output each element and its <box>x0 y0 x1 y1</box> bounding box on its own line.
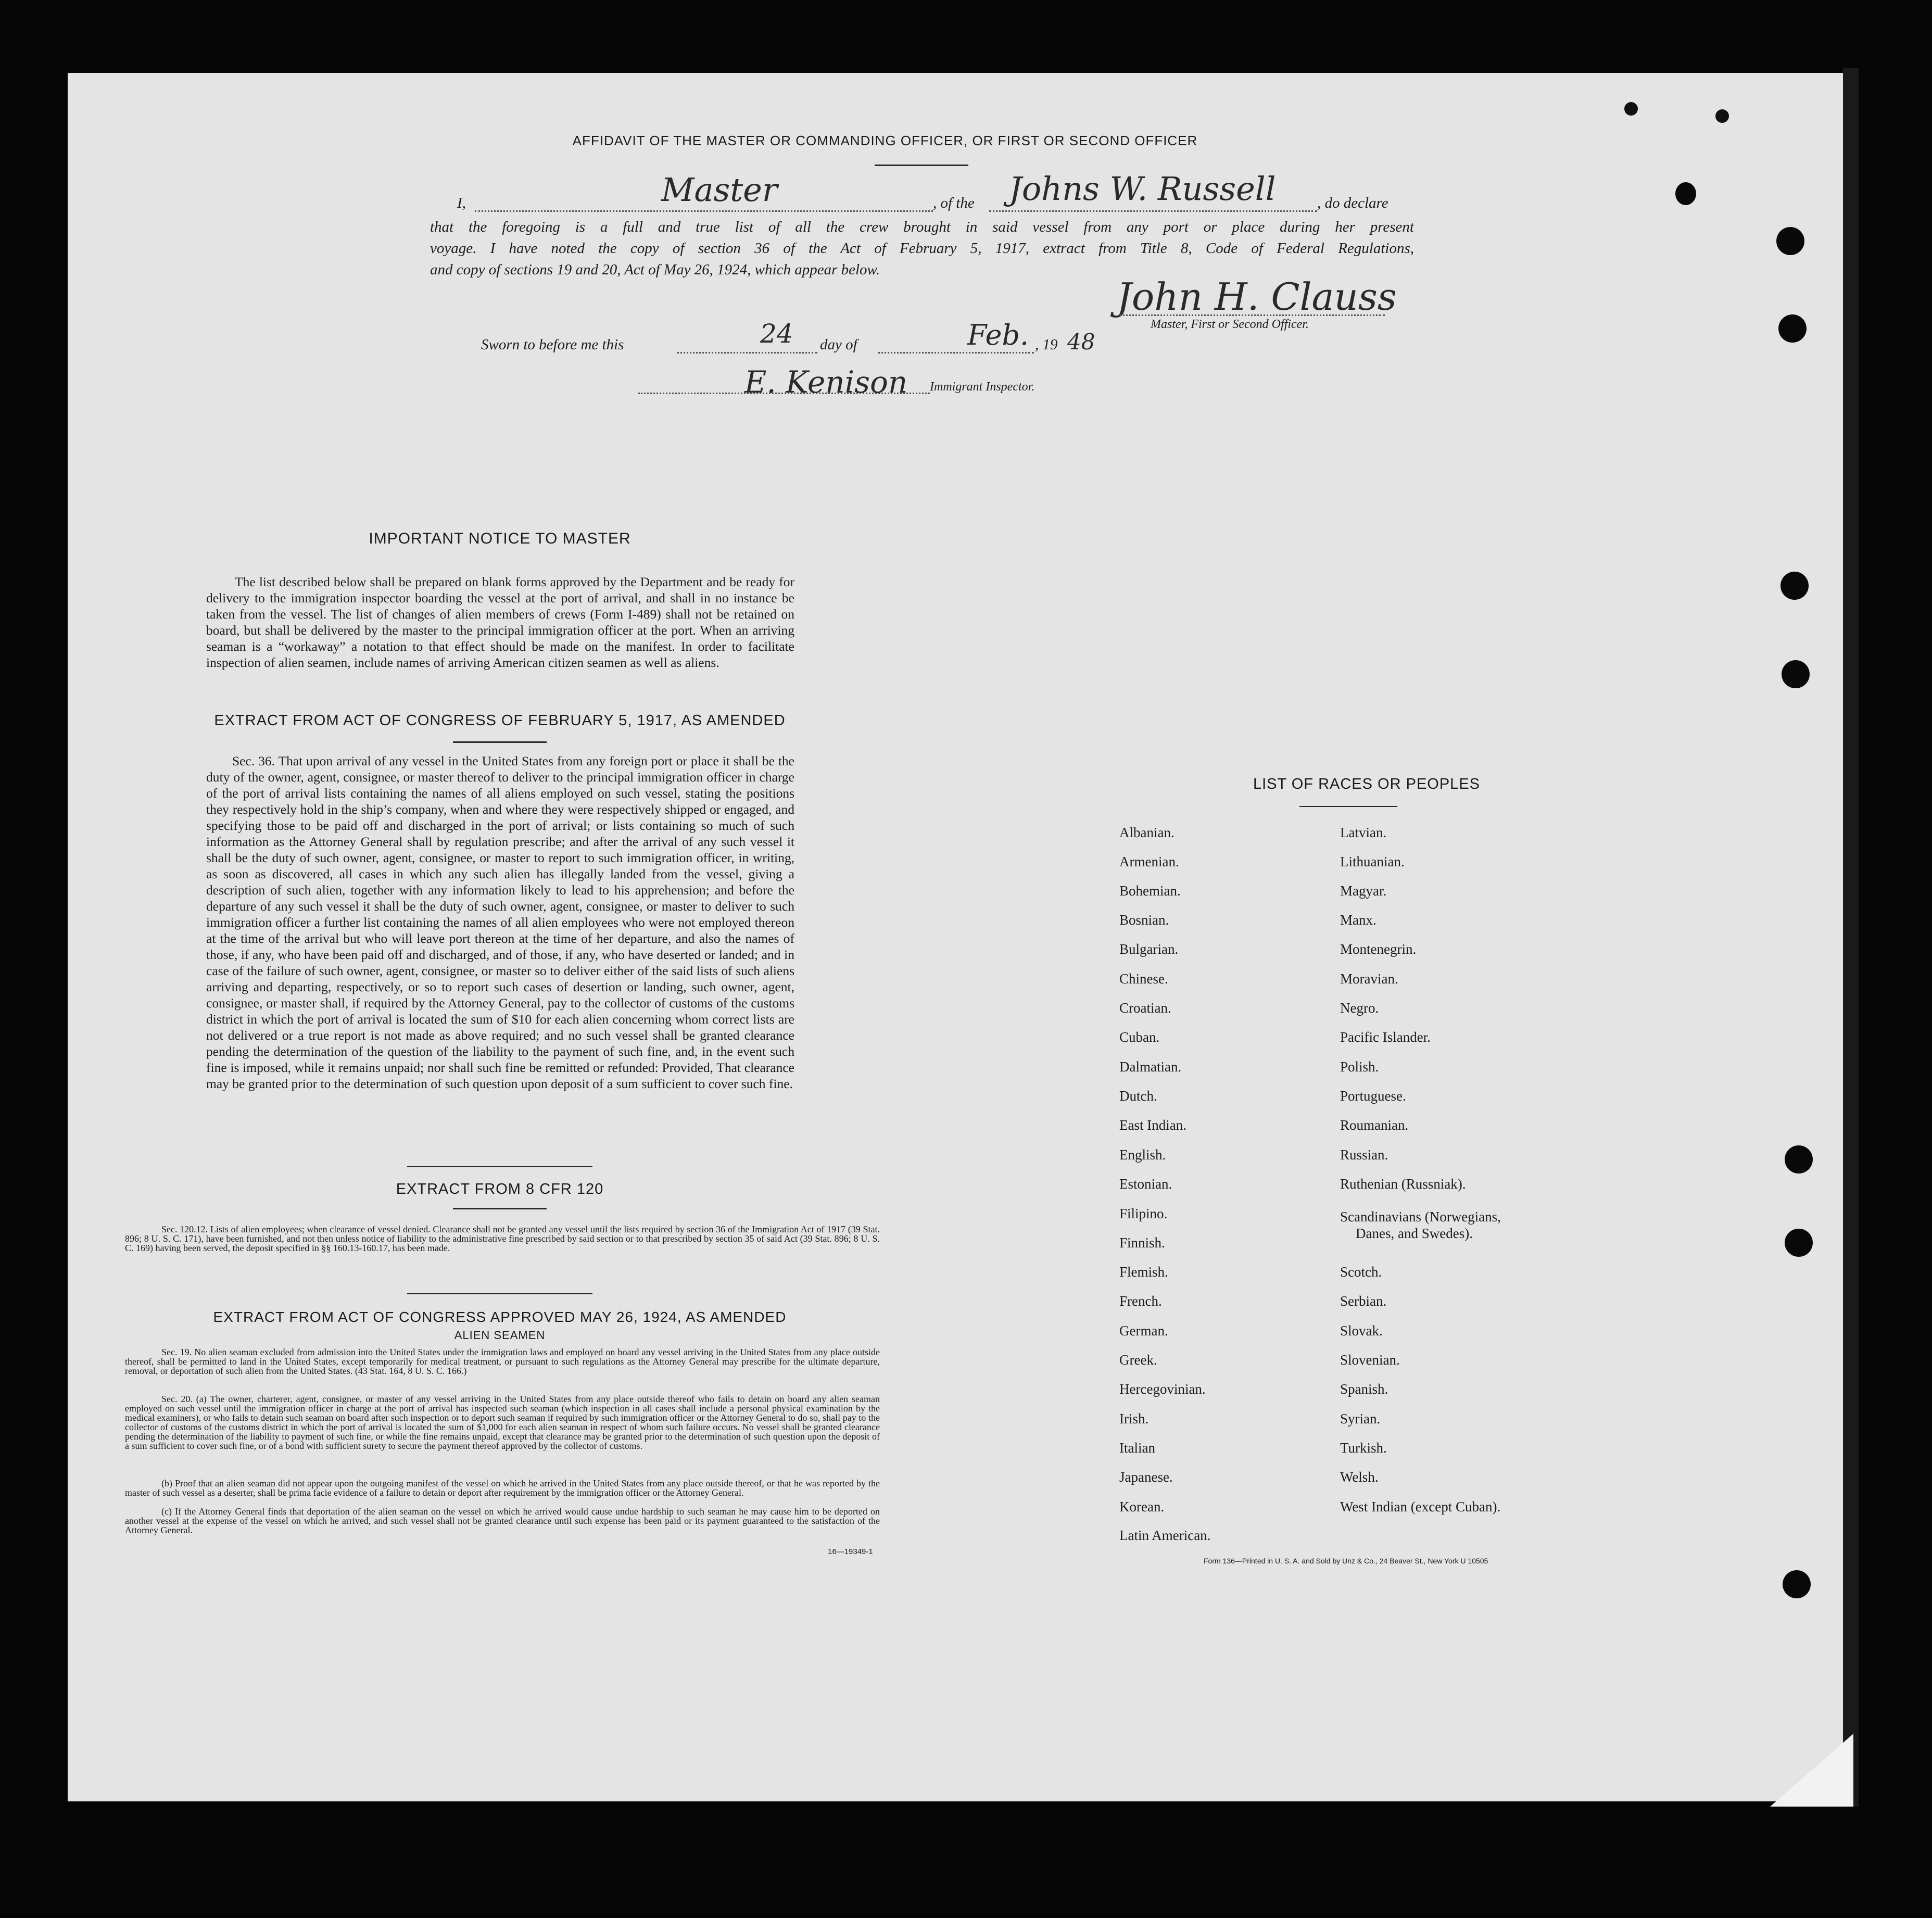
race-right-item: Scotch. <box>1340 1264 1382 1280</box>
race-left-item: Korean. <box>1119 1499 1165 1515</box>
year-handwriting: 48 <box>1067 329 1095 355</box>
race-right-item: Latvian. <box>1340 825 1387 840</box>
sec20a-text: Sec. 20. (a) The owner, charterer, agent, consignee, or master of any vessel arriving in the United States from any place outside thereof who fails to detain on board any alien seaman employed on such vessel until the immigration officer in charge at the port of arrival has inspected such seaman (which inspection in all cases shall include a personal physical examination by the medical examiners), or who fails to detain such seaman on board after such inspection or to deport such seaman if required by such immigration officer or the Attorney General to do so, shall pay to the collector of customs of the customs district in which the port of arrival is located the sum of $1,000 for each alien seaman in respect of whom such failure occurs. No vessel shall be granted clearance pending the determination of the liability to payment of such fine, or while the fine remains unpaid, except that clearance may be granted prior to the determination of such question upon the deposit of a sum sufficient to cover such fine, or of a bond with sufficient surety to secure the payment thereof approved by the collector of customs. <box>125 1394 880 1451</box>
day-of-label: day of <box>820 336 857 353</box>
race-right-item: Moravian. <box>1340 971 1398 987</box>
inspector-label: Immigrant Inspector. <box>930 380 1035 394</box>
affidavit-text-2: voyage. I have noted the copy of section 36 of the Act of February 5, 1917, extract from Title 8, Code of Federal Regulations, <box>430 240 1414 257</box>
race-left-item: Bosnian. <box>1119 912 1169 928</box>
scan-edge <box>1843 68 1859 1807</box>
declarant-label: I, <box>457 195 466 211</box>
race-left-item: Filipino. <box>1119 1206 1168 1221</box>
day-line <box>677 352 817 354</box>
punch-hole <box>1782 660 1810 688</box>
race-right-item: Roumanian. <box>1340 1117 1409 1133</box>
race-right-item: Polish. <box>1340 1059 1379 1075</box>
divider <box>453 1208 547 1209</box>
month-line <box>878 352 1034 354</box>
race-right-item: Manx. <box>1340 912 1377 928</box>
race-left-item: English. <box>1119 1147 1166 1163</box>
races-heading: LIST OF RACES OR PEOPLES <box>1253 776 1481 792</box>
divider <box>407 1293 592 1294</box>
signature-line <box>1119 314 1385 316</box>
race-left-item: Dutch. <box>1119 1088 1157 1104</box>
punch-hole <box>1785 1229 1813 1257</box>
vessel-name-line <box>989 210 1317 212</box>
divider <box>407 1166 592 1167</box>
sec19-text: Sec. 19. No alien seaman excluded from admission into the United States under the immigration laws and employed on board any vessel arriving in the United States from any place outside thereof, shall be permitted to land in the United States, except temporarily for medical treatment, or pursuant to such regulations as the Attorney General may prescribe for the ultimate departure, removal, or deportation of such alien from the United States. (43 Stat. 164, 8 U. S. C. 166.) <box>125 1347 880 1376</box>
race-left-item: Flemish. <box>1119 1264 1168 1280</box>
race-left-item: Latin American. <box>1119 1528 1211 1543</box>
race-left-item: Albanian. <box>1119 825 1175 840</box>
divider <box>453 741 547 743</box>
signer-role-label: Master, First or Second Officer. <box>1151 318 1309 331</box>
race-left-item: Japanese. <box>1119 1469 1173 1485</box>
extract-cfr-text: Sec. 120.12. Lists of alien employees; when clearance of vessel denied. Clearance shall not be granted any vessel until the lists required by section 36 of the Immigration Act of 1917 (39 Stat. 896; 8 U. S. C. 171), have been furnished, and not then unless notice of liability to the administrative fine prescribed by said section or to that prescribed by section 35 of said Act (39 Stat. 896; 8 U. S. C. 169) having been served, the deposit specified in §§ 160.13-160.17, has been made. <box>125 1224 880 1253</box>
race-left-item: Estonian. <box>1119 1176 1172 1192</box>
race-left-item: Hercegovinian. <box>1119 1381 1206 1397</box>
affidavit-text-3: and copy of sections 19 and 20, Act of May 26, 1924, which appear below. <box>430 261 880 278</box>
race-left-item: Croatian. <box>1119 1000 1171 1016</box>
punch-hole <box>1715 109 1729 123</box>
punch-hole <box>1624 102 1638 116</box>
race-left-item: Greek. <box>1119 1352 1157 1368</box>
race-right-item: Pacific Islander. <box>1340 1029 1431 1045</box>
affidavit-heading: AFFIDAVIT OF THE MASTER OR COMMANDING OFFICER, OR FIRST OR SECOND OFFICER <box>572 133 1198 148</box>
extract-cfr-heading: EXTRACT FROM 8 CFR 120 <box>396 1181 604 1197</box>
race-right-item: Montenegrin. <box>1340 941 1417 957</box>
affidavit-text-1: that the foregoing is a full and true list of all the crew brought in said vessel from any port or place during her present <box>430 219 1414 235</box>
race-left-item: Italian <box>1119 1440 1155 1456</box>
inspector-signature: E. Kenison <box>744 364 908 400</box>
punch-hole <box>1675 182 1696 205</box>
race-left-item: Irish. <box>1119 1411 1149 1427</box>
sec20c-text: (c) If the Attorney General finds that deportation of the alien seaman on the vessel on which he arrived would cause undue hardship to such seaman he may cause him to be deported on another vessel at the expense of the vessel on which he arrived, and such vessel shall not be granted clearance until such expense has been paid or its payment guaranteed to the satisfaction of the Attorney General. <box>125 1506 880 1535</box>
alien-seamen-subheading: ALIEN SEAMEN <box>454 1329 546 1342</box>
punch-hole <box>1781 572 1809 600</box>
race-right-item: Lithuanian. <box>1340 854 1405 869</box>
vessel-handwriting: Johns W. Russell <box>1009 170 1276 208</box>
form-code: 16—19349-1 <box>828 1547 873 1556</box>
divider <box>875 165 968 166</box>
race-left-item: Dalmatian. <box>1119 1059 1182 1075</box>
race-right-item: Negro. <box>1340 1000 1379 1016</box>
race-right-item: Magyar. <box>1340 883 1387 899</box>
race-right-item: Danes, and Swedes). <box>1356 1226 1473 1241</box>
race-left-item: German. <box>1119 1323 1168 1339</box>
race-right-item: Portuguese. <box>1340 1088 1406 1104</box>
race-right-item: Ruthenian (Russniak). <box>1340 1176 1466 1192</box>
race-left-item: Finnish. <box>1119 1235 1165 1251</box>
day-handwriting: 24 <box>760 319 793 349</box>
race-left-item: Bohemian. <box>1119 883 1181 899</box>
race-right-item: Spanish. <box>1340 1381 1388 1397</box>
extract-1917-text: Sec. 36. That upon arrival of any vessel in the United States from any foreign port or place it shall be the duty of the owner, agent, consignee, or master thereof to deliver to the principal immigration officer in charge of the port of arrival lists containing the names of all aliens employed on such vessel, stating the positions they respectively hold in the ship’s company, when and where they were respectively shipped or engaged, and specifying those to be paid off and discharged in the port of arrival; or lists containing so much of such information as the Attorney General shall by regulation prescribe; and after the arrival of any such vessel it shall be the duty of such owner, agent, consignee, or master to report to such immigration officer, in writing, as soon as discovered, all cases in which any such alien has illegally landed from the vessel, giving a description of such alien, together with any information likely to lead to his apprehension; and before the departure of any such vessel it shall be the duty of such owner, agent, consignee, or master to deliver to such immigration officer a further list containing the names of all alien employees who were not employed thereon at the time of the arrival but who will leave port thereon at the time of her departure, and also the names of those, if any, who have been paid off and discharged, and of those, if any, who have deserted or landed; and in case of the failure of such owner, agent, consignee, or master so to deliver either of the said lists of such aliens arriving and departing, respectively, or so to report such cases of desertion or landing, such owner, agent, consignee, or master shall, if required by the Attorney General, pay to the collector of customs of the customs district in which the port of arrival is located the sum of $10 for each alien concerning whom correct lists are not delivered or a true report is not made as above required; and no such vessel shall be granted clearance pending the determination of the question of the liability to the payment of such fine, and, in the event such fine is imposed, while it remains unpaid; nor shall such fine be remitted or refunded: Provided, That clearance may be granted prior to the determination of such question upon deposit of a sum sufficient to cover such fine. <box>206 753 794 1091</box>
race-left-item: Cuban. <box>1119 1029 1160 1045</box>
race-right-item: Slovenian. <box>1340 1352 1400 1368</box>
punch-hole <box>1785 1145 1813 1173</box>
notice-text: The list described below shall be prepared on blank forms approved by the Department and be ready for delivery to the immigration inspector boarding the vessel at the port of arrival, and shall in no instance be taken from the vessel. The list of changes of alien members of crews (Form I-489) shall not be retained on board, but shall be delivered by the master to the principal immigration officer at the port. When an arriving seaman is a “workaway” a notation to that effect should be made on the manifest. In order to facilitate inspection of alien seamen, include names of arriving American citizen seamen as well as aliens. <box>206 574 794 670</box>
punch-hole <box>1778 314 1807 343</box>
race-left-item: Armenian. <box>1119 854 1179 869</box>
master-handwriting: Master <box>661 171 778 209</box>
punch-hole <box>1783 1570 1811 1598</box>
race-right-item: Welsh. <box>1340 1469 1379 1485</box>
do-declare-label: , do declare <box>1317 195 1388 211</box>
race-right-item: Serbian. <box>1340 1293 1387 1309</box>
race-right-item: Slovak. <box>1340 1323 1383 1339</box>
master-name-line <box>475 210 933 212</box>
sworn-label: Sworn to before me this <box>481 336 624 353</box>
race-left-item: Bulgarian. <box>1119 941 1179 957</box>
extract-1924-heading: EXTRACT FROM ACT OF CONGRESS APPROVED MAY 26, 1924, AS AMENDED <box>213 1309 787 1325</box>
race-right-item: Turkish. <box>1340 1440 1387 1456</box>
month-handwriting: Feb. <box>967 319 1029 351</box>
extract-1917-heading: EXTRACT FROM ACT OF CONGRESS OF FEBRUARY 5, 1917, AS AMENDED <box>214 712 786 729</box>
race-right-item: Russian. <box>1340 1147 1388 1163</box>
race-right-item: Syrian. <box>1340 1411 1381 1427</box>
sec20b-text: (b) Proof that an alien seaman did not appear upon the outgoing manifest of the vessel on which he arrived in the United States from any place outside thereof, or that he was reported by the master of such vessel as a deserter, shall be prima facie evidence of a failure to detain or deport after requirement by the immigration officer or the Attorney General. <box>125 1478 880 1498</box>
race-right-item: West Indian (except Cuban). <box>1340 1499 1501 1515</box>
race-left-item: East Indian. <box>1119 1117 1186 1133</box>
year-prefix: , 19 <box>1035 336 1058 353</box>
divider <box>1299 806 1397 807</box>
punch-hole <box>1776 227 1804 255</box>
of-the-label: , of the <box>933 195 975 211</box>
race-left-item: Chinese. <box>1119 971 1168 987</box>
race-left-item: French. <box>1119 1293 1162 1309</box>
race-right-item: Scandinavians (Norwegians, <box>1340 1209 1501 1225</box>
notice-heading: IMPORTANT NOTICE TO MASTER <box>369 530 631 547</box>
printer-footer: Form 136—Printed in U. S. A. and Sold by Unz & Co., 24 Beaver St., New York U 10505 <box>1204 1557 1488 1565</box>
master-signature: John H. Clauss <box>1117 275 1397 319</box>
